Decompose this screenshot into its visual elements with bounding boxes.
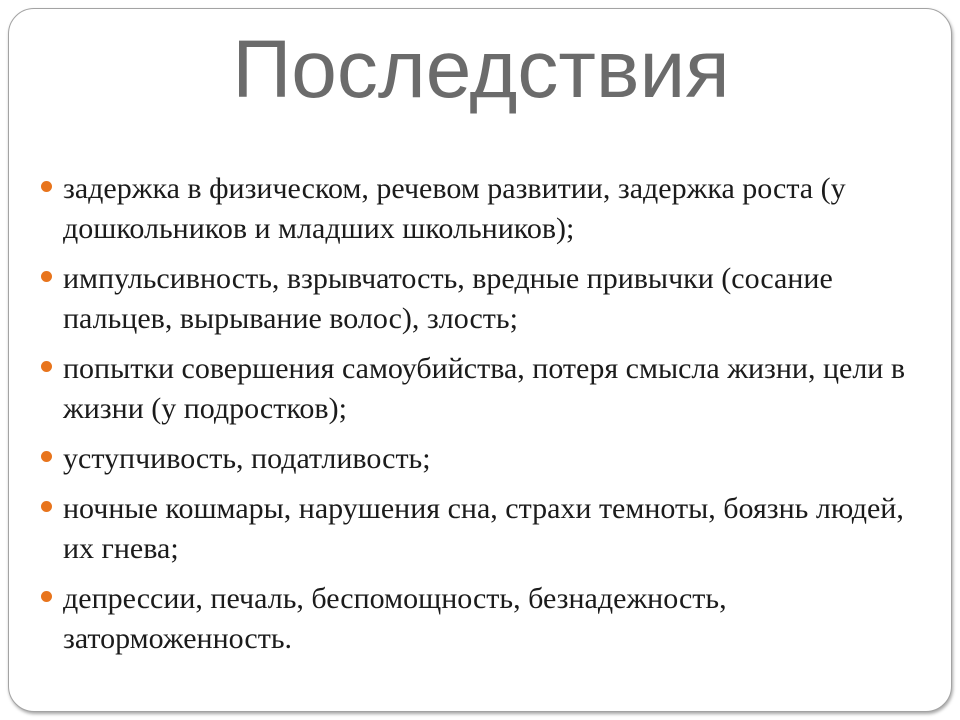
- slide: [8, 8, 952, 712]
- slide-title: Последствия: [232, 24, 730, 115]
- list-item-text: уступчивость, податливость;: [63, 442, 431, 475]
- list-item: [41, 439, 921, 479]
- bullet-dot-icon: [41, 271, 52, 282]
- list-item-text: задержка в физическом, речевом развитии, задержка роста (у дошкольников и младших школьников);: [63, 172, 846, 245]
- list-item-text: депрессии, печаль, беспомощность, безнадежность, заторможенность.: [63, 582, 727, 655]
- list-item-text: импульсивность, взрывчатость, вредные привычки (сосание пальцев, вырывание волос), злость;: [63, 262, 833, 335]
- bullet-dot-icon: [41, 591, 52, 602]
- bullet-dot-icon: [41, 451, 52, 462]
- list-item-text: ночные кошмары, нарушения сна, страхи темноты, боязнь людей, их гнева;: [63, 492, 904, 565]
- bullet-list: [41, 169, 921, 669]
- list-item: [41, 349, 921, 429]
- list-item-text: попытки совершения самоубийства, потеря смысла жизни, цели в жизни (у подростков);: [63, 352, 906, 425]
- bullet-dot-icon: [41, 361, 52, 372]
- list-item: [41, 579, 921, 659]
- bullet-dot-icon: [41, 501, 52, 512]
- list-item: [41, 169, 921, 249]
- list-item: [41, 259, 921, 339]
- list-item: [41, 489, 921, 569]
- bullet-dot-icon: [41, 181, 52, 192]
